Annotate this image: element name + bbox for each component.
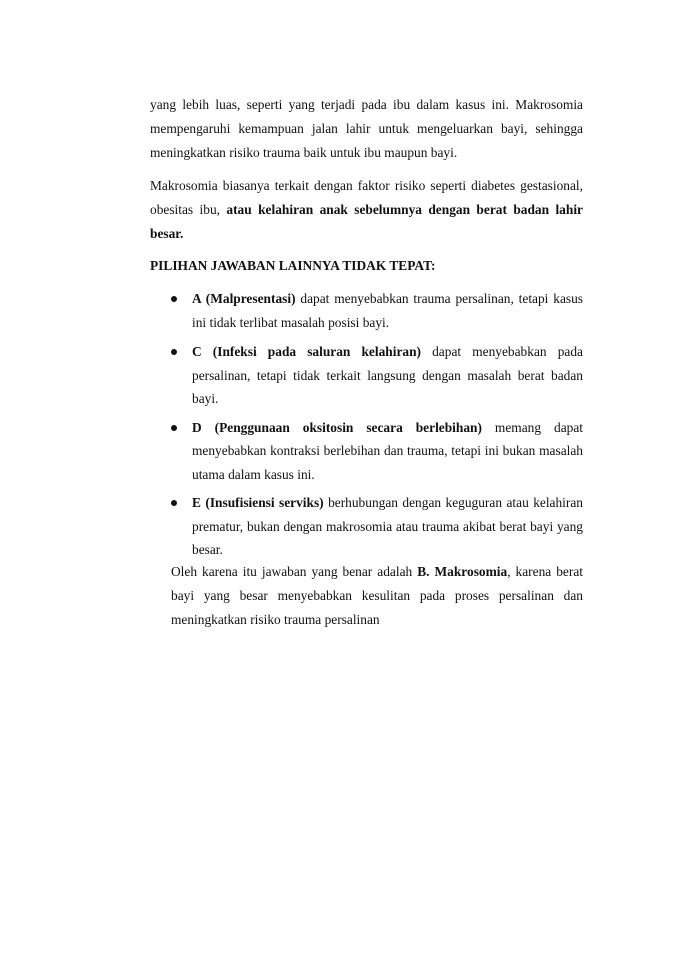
option-text: dapat menyebabkan pada persalinan, tetapi tidak terkait langsung dengan masalah berat badan bayi. <box>192 344 583 406</box>
list-item <box>150 491 583 562</box>
option-text: memang dapat menyebabkan kontraksi berlebihan dan trauma, tetapi ini bukan masalah utama dalam kasus ini. <box>192 419 583 482</box>
paragraph-macrosomia-effect <box>150 93 583 165</box>
list-item <box>150 287 583 334</box>
option-text: berhubungan dengan keguguran atau kelahiran prematur, bukan dengan makrosomia atau trauma akibat berat bayi yang besar. <box>192 495 584 557</box>
conclusion-text: Oleh karena itu jawaban yang benar adalah <box>171 564 418 579</box>
list-item <box>150 340 583 411</box>
paragraph-bold-text: atau kelahiran anak sebelumnya dengan berat badan lahir besar. <box>150 202 583 241</box>
bullet-icon <box>171 296 177 302</box>
bullet-icon <box>171 425 177 431</box>
option-label: E (Insufisiensi serviks) <box>192 495 324 510</box>
conclusion-paragraph <box>171 560 583 632</box>
conclusion-text: , karena berat bayi yang besar menyebabkan kesulitan pada proses persalinan dan meningkatkan risiko trauma persalinan <box>171 564 583 627</box>
bullet-icon <box>171 500 177 506</box>
options-list <box>150 287 583 562</box>
bullet-icon <box>171 349 177 355</box>
option-label: A (Malpresentasi) <box>192 291 296 306</box>
option-text: dapat menyebabkan trauma persalinan, tetapi kasus ini tidak terlibat masalah posisi bayi. <box>192 291 584 330</box>
option-label: D (Penggunaan oksitosin secara berlebihan) <box>192 419 482 435</box>
paragraph-risk-factors <box>150 174 583 246</box>
option-label: C (Infeksi pada saluran kelahiran) <box>192 344 421 359</box>
correct-answer: B. Makrosomia <box>417 564 508 579</box>
paragraph-text: Makrosomia biasanya terkait dengan faktor risiko seperti diabetes gestasional, obesitas ibu, <box>150 178 583 217</box>
section-heading: PILIHAN JAWABAN LAINNYA TIDAK TEPAT: <box>150 258 436 273</box>
paragraph-text: yang lebih luas, seperti yang terjadi pada ibu dalam kasus ini. Makrosomia mempengaruhi kemampuan jalan lahir untuk mengeluarkan bayi, sehingga meningkatkan risiko trauma baik untuk ibu maupun bayi. <box>150 97 583 160</box>
list-item <box>150 416 583 487</box>
